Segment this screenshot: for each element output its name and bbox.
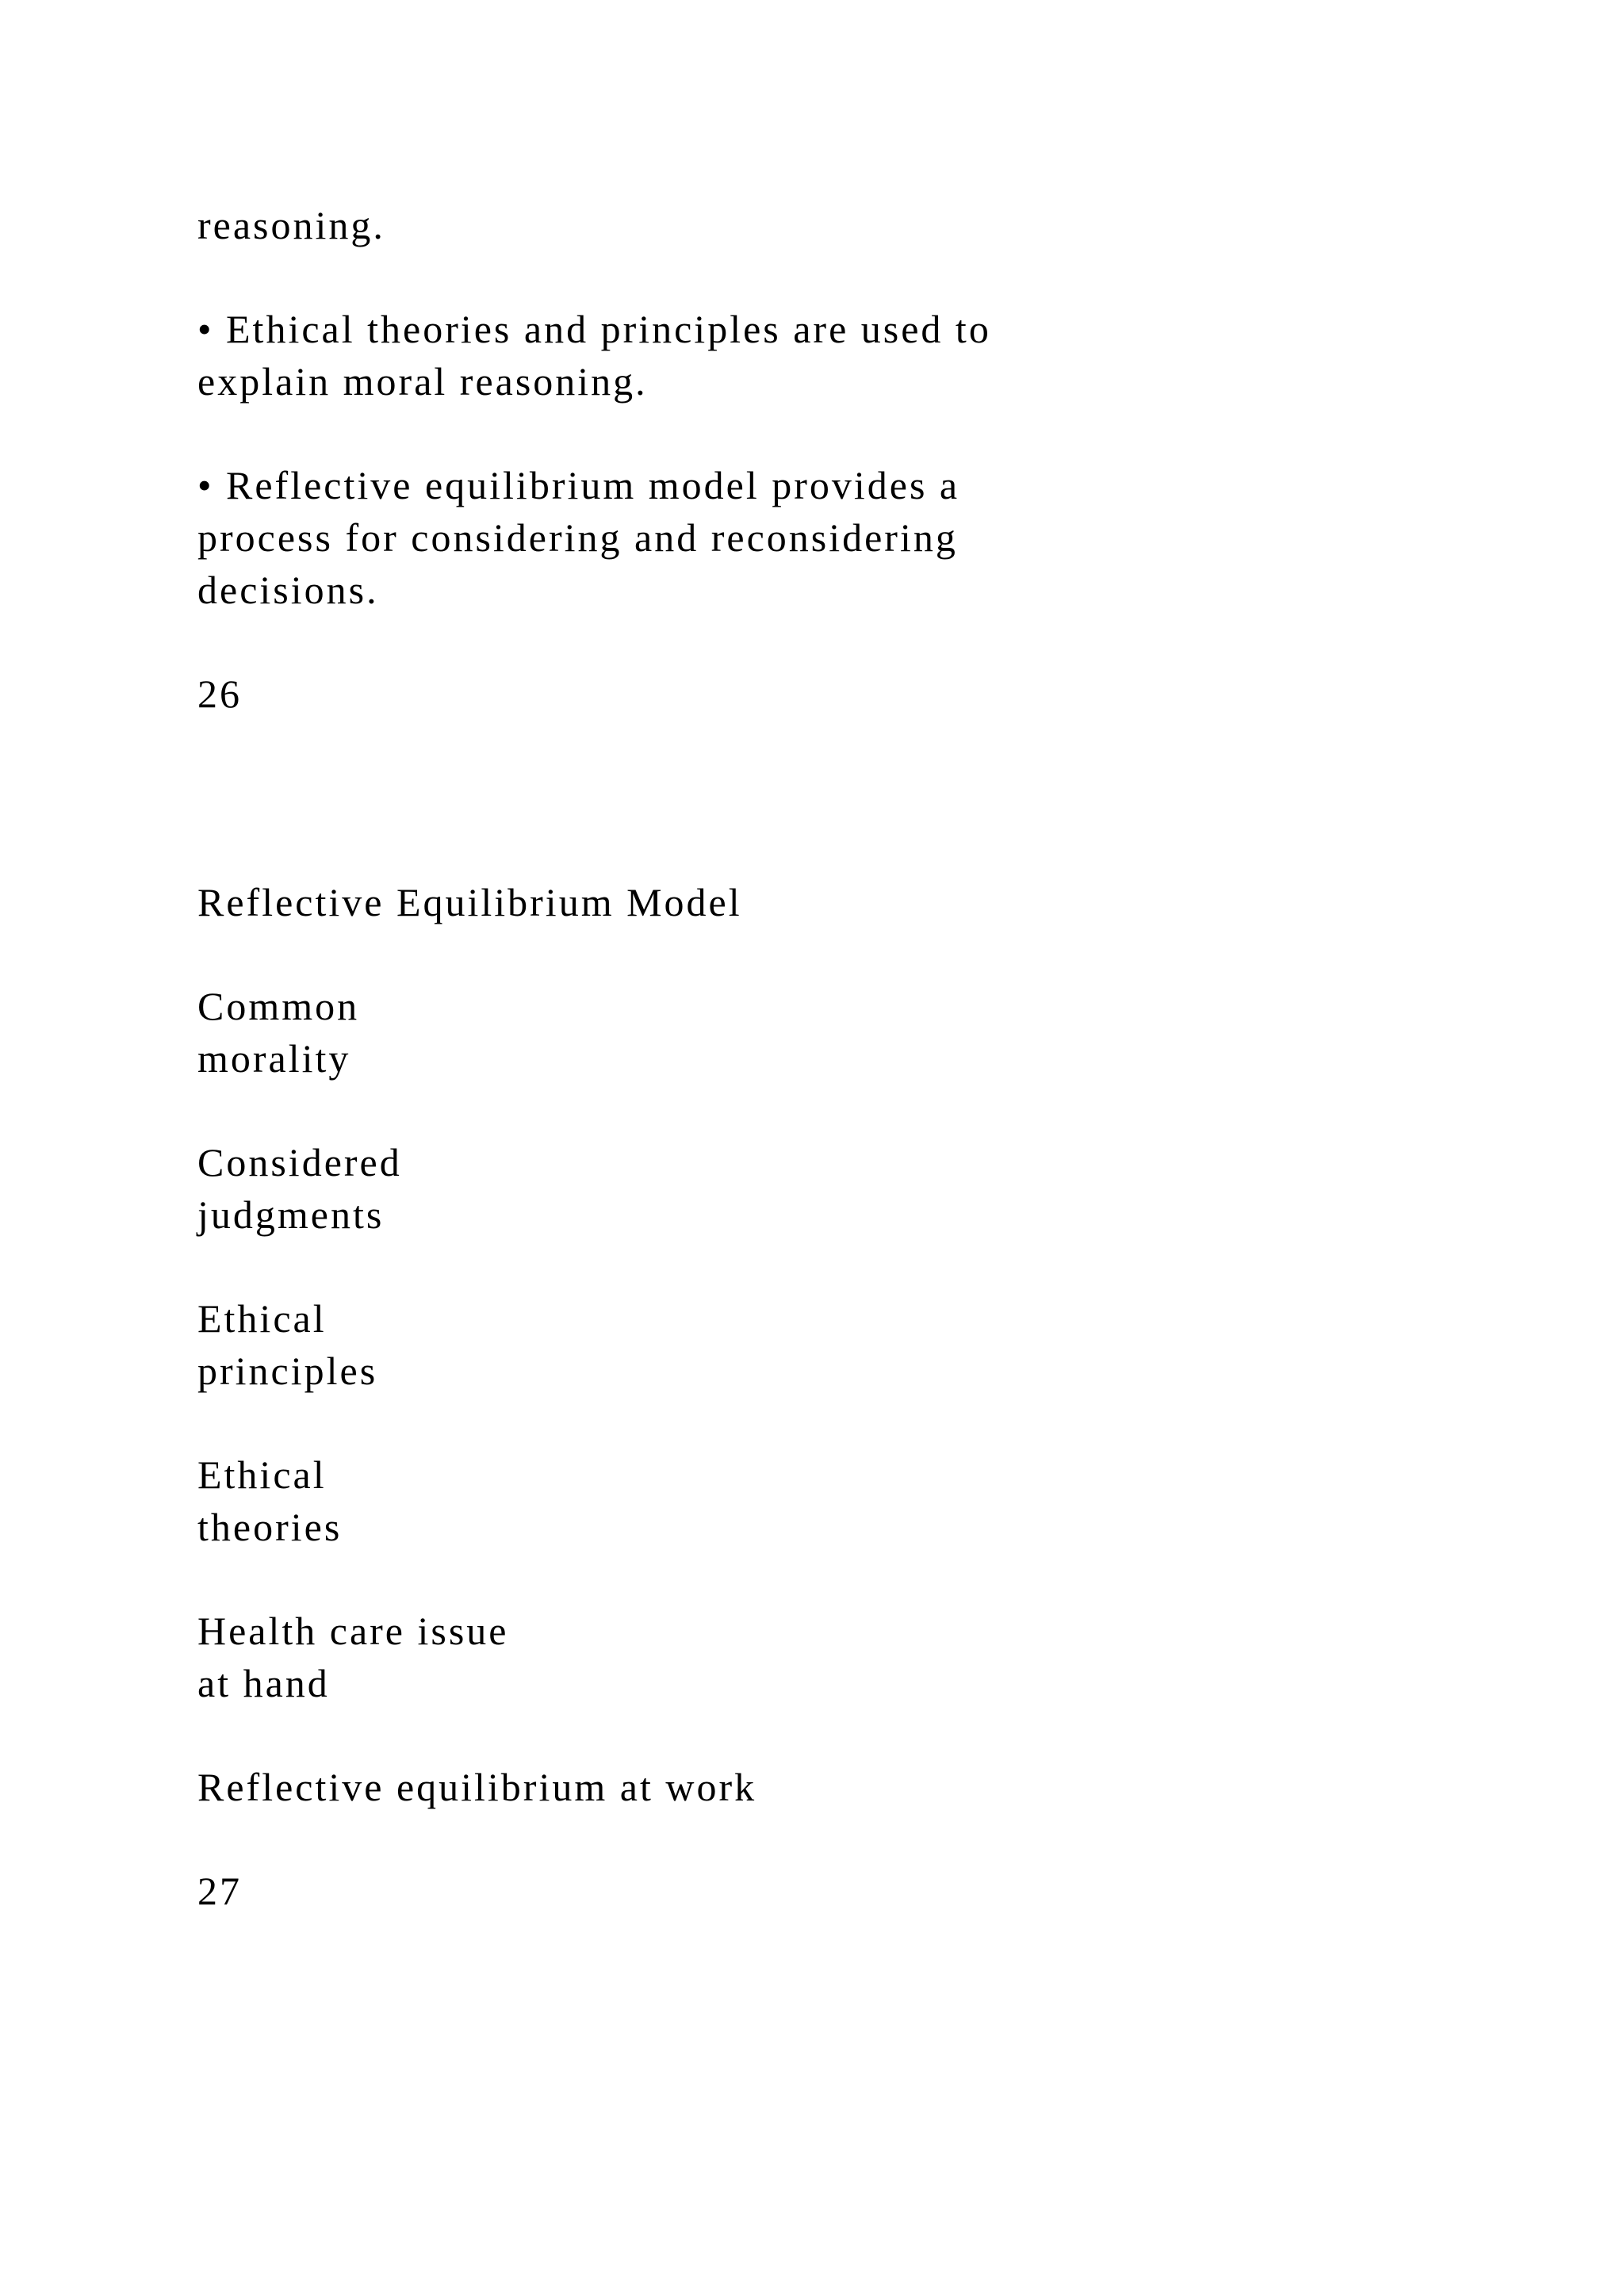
text-line: decisions.: [197, 568, 379, 612]
text-line: at hand: [197, 1661, 330, 1705]
text-line: judgments: [197, 1192, 385, 1237]
bullet-line: • Reflective equilibrium model provides a: [197, 463, 960, 507]
text-line: principles: [197, 1349, 378, 1393]
text-line: Ethical: [197, 1296, 327, 1341]
text-line: Ethical: [197, 1452, 327, 1497]
text-line: theories: [197, 1505, 343, 1549]
text-line: morality: [197, 1036, 351, 1081]
bullet-line: • Ethical theories and principles are used to: [197, 307, 991, 351]
page-number: 26: [197, 672, 242, 716]
section-title: Reflective Equilibrium Model: [197, 880, 742, 924]
text-line: Common: [197, 984, 360, 1028]
text-line: Reflective equilibrium at work: [197, 1765, 757, 1809]
text-line: explain moral reasoning.: [197, 359, 648, 404]
text-line: Health care issue: [197, 1609, 509, 1653]
page-number: 27: [197, 1869, 242, 1913]
text-line: process for considering and reconsidering: [197, 515, 958, 560]
text-line: reasoning.: [197, 203, 385, 247]
text-line: Considered: [197, 1140, 402, 1184]
